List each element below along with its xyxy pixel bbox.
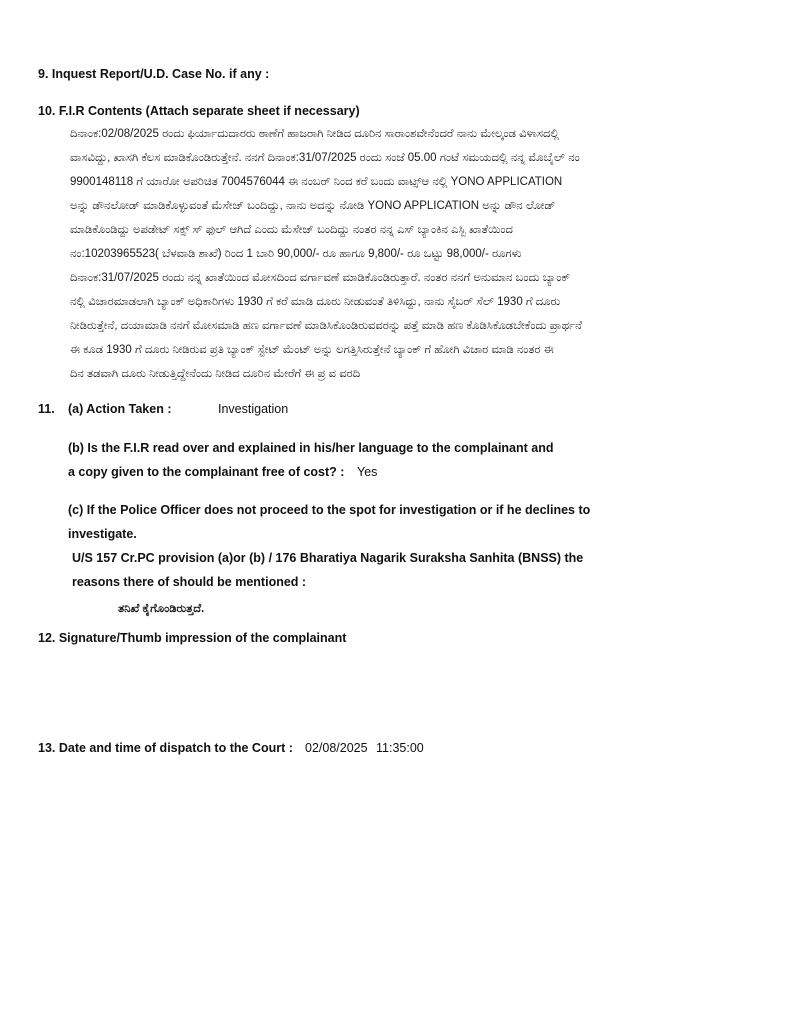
action-taken-value: Investigation: [218, 402, 289, 416]
fir-contents-line: ದಿನಾಂಕ:02/08/2025 ರಂದು ಫಿರ್ಯಾದುದಾರರು ಠಾಣೆಗೆ ಹಾಜರಾಗಿ ನೀಡಿದ ದೂರಿನ ಸಾರಾಂಶವೇನೆಂದರೆ ನಾನು ಮೇಲ್ಕಂಡ ವಿಳಾಸದಲ್ಲಿ: [70, 128, 560, 140]
fir-contents-line: ಮಾಡಿಕೊಂಡಿದ್ದು ಅಪಡೇಟ್ ಸಕ್ಸ್ ಸ್ ಫುಲ್ ಆಗಿದೆ ಎಂದು ಮೆಸೇಜ್ ಬಂದಿದ್ದು ನಂತರ ನನ್ನ ಎಸ್ ಬ್ಯಾಂಕಿನ ಎಸ್ಬಿ ಖಾತೆಯಿಂದ: [70, 224, 513, 236]
reasons-value: ತನಿಖೆ ಕೈಗೊಂಡಿರುತ್ತದೆ.: [118, 603, 205, 615]
bnss-provision-text: U/S 157 Cr.PC provision (a)or (b) / 176 Bharatiya Nagarik Suraksha Sanhita (BNSS) the: [72, 551, 584, 565]
officer-not-proceed-question: (c) If the Police Officer does not proceed to the spot for investigation or if he declines to: [68, 503, 591, 517]
fir-contents-line: ನಂ:10203965523( ಬೆಳವಾಡಿ ಶಾಖೆ) ರಿಂದ 1 ಬಾರಿ 90,000/- ರೂ ಹಾಗೂ 9,800/- ರೂ ಒಟ್ಟು 98,000/- ರೂಗಳು: [70, 248, 522, 260]
fir-contents-line: ದಿನಾಂಕ:31/07/2025 ರಂದು ನನ್ನ ಖಾತೆಯಿಂದ ಮೋಸದಿಂದ ವರ್ಗಾವಣೆ ಮಾಡಿಕೊಂಡಿರುತ್ತಾರೆ. ನಂತರ ನನಗೆ ಅನುಮಾನ ಬಂದು ಬ್ಯಾಂಕ್: [70, 272, 571, 284]
action-taken-label: (a) Action Taken :: [68, 402, 172, 416]
fir-contents-line: ನಲ್ಲಿ ವಿಚಾರಮಾಡಲಾಗಿ ಬ್ಯಾಂಕ್ ಅಧಿಕಾರಿಗಳು 1930 ಗೆ ಕರೆ ಮಾಡಿ ದೂರು ನೀಡುವಂತೆ ತಿಳಿಸಿದ್ದು, ನಾನು ಸೈಬರ್ ಸೆಲ್ 1930 ಗೆ ದೂರು: [70, 296, 561, 308]
fir-contents-line: ನೀಡಿರುತ್ತೇನೆ, ದಯಾಮಾಡಿ ನನಗೆ ಮೋಸಮಾಡಿ ಹಣ ವರ್ಗಾವಣೆ ಮಾಡಿಸಿಕೊಂಡಿರುವವರನ್ನು ಪತ್ತೆ ಮಾಡಿ ಹಣ ಕೊಡಿಸಿಕೊಡಬೇಕೆಂದು ಪ್ರಾರ್ಥನೆ: [70, 320, 582, 332]
signature-area: [70, 660, 370, 720]
fir-contents-line: ಈ ಕೂಡ 1930 ಗೆ ದೂರು ನೀಡಿರುವ ಪ್ರತಿ ಬ್ಯಾಂಕ್ ಸ್ಟೇಟ್ ಮೆಂಟ್ ಅನ್ನು ಲಗತ್ತಿಸಿರುತ್ತೇನೆ ಬ್ಯಾಂಕ್ ಗೆ ಹೋಗಿ ವಿಚಾರ ಮಾಡಿ ನಂತರ ಈ: [70, 344, 554, 356]
reasons-label: reasons there of should be mentioned :: [72, 575, 307, 589]
fir-contents-label: 10. F.I.R Contents (Attach separate sheet if necessary): [38, 104, 360, 118]
dispatch-date: 02/08/2025: [305, 741, 368, 755]
copy-given-answer: Yes: [357, 465, 378, 479]
dispatch-label: 13. Date and time of dispatch to the Court :: [38, 741, 293, 755]
officer-not-proceed-question-cont: investigate.: [68, 527, 137, 541]
signature-label: 12. Signature/Thumb impression of the complainant: [38, 631, 347, 645]
fir-contents-line: ದಿನ ತಡವಾಗಿ ದೂರು ನೀಡುತ್ತಿದ್ದೇನೆಂದು ನೀಡಿದ ದೂರಿನ ಮೇರೆಗೆ ಈ ಪ್ರ ವ ವರದಿ: [70, 368, 361, 380]
fir-contents-line: 9900148118 ಗೆ ಯಾರೋ ಅಪರಿಚಿತ 7004576044 ಈ ನಂಬರ್ ನಿಂದ ಕರೆ ಬಂದು ವಾಟ್ಸ್ಆ ನಲ್ಲಿ YONO APPLICATION: [70, 176, 563, 188]
dispatch-time: 11:35:00: [376, 741, 424, 755]
copy-given-question: a copy given to the complainant free of cost? :: [68, 465, 345, 479]
fir-contents-line: ಅನ್ನು ಡೌನಲೋಡ್ ಮಾಡಿಕೊಳ್ಳುವಂತೆ ಮೆಸೇಜ್ ಬಂದಿದ್ದು, ನಾನು ಅದನ್ನು ನೋಡಿ YONO APPLICATION ಅನ್ನು ಡೌನ ಲೋಡ್: [70, 200, 556, 212]
inquest-report-label: 9. Inquest Report/U.D. Case No. if any :: [38, 67, 270, 81]
item-11-number: 11.: [38, 402, 55, 416]
fir-read-over-question: (b) Is the F.I.R read over and explained in his/her language to the complainant and: [68, 441, 554, 455]
fir-contents-line: ವಾಸವಿದ್ದು, ಖಾಸಗಿ ಕೆಲಸ ಮಾಡಿಕೊಂಡಿರುತ್ತೇನೆ. ನನಗೆ ದಿನಾಂಕ:31/07/2025 ರಂದು ಸಂಜೆ 05.00 ಗಂಟೆ ಸಮಯದಲ್ಲಿ ನನ್ನ ಮೊಬೈಲ್ ನಂ: [70, 152, 580, 164]
